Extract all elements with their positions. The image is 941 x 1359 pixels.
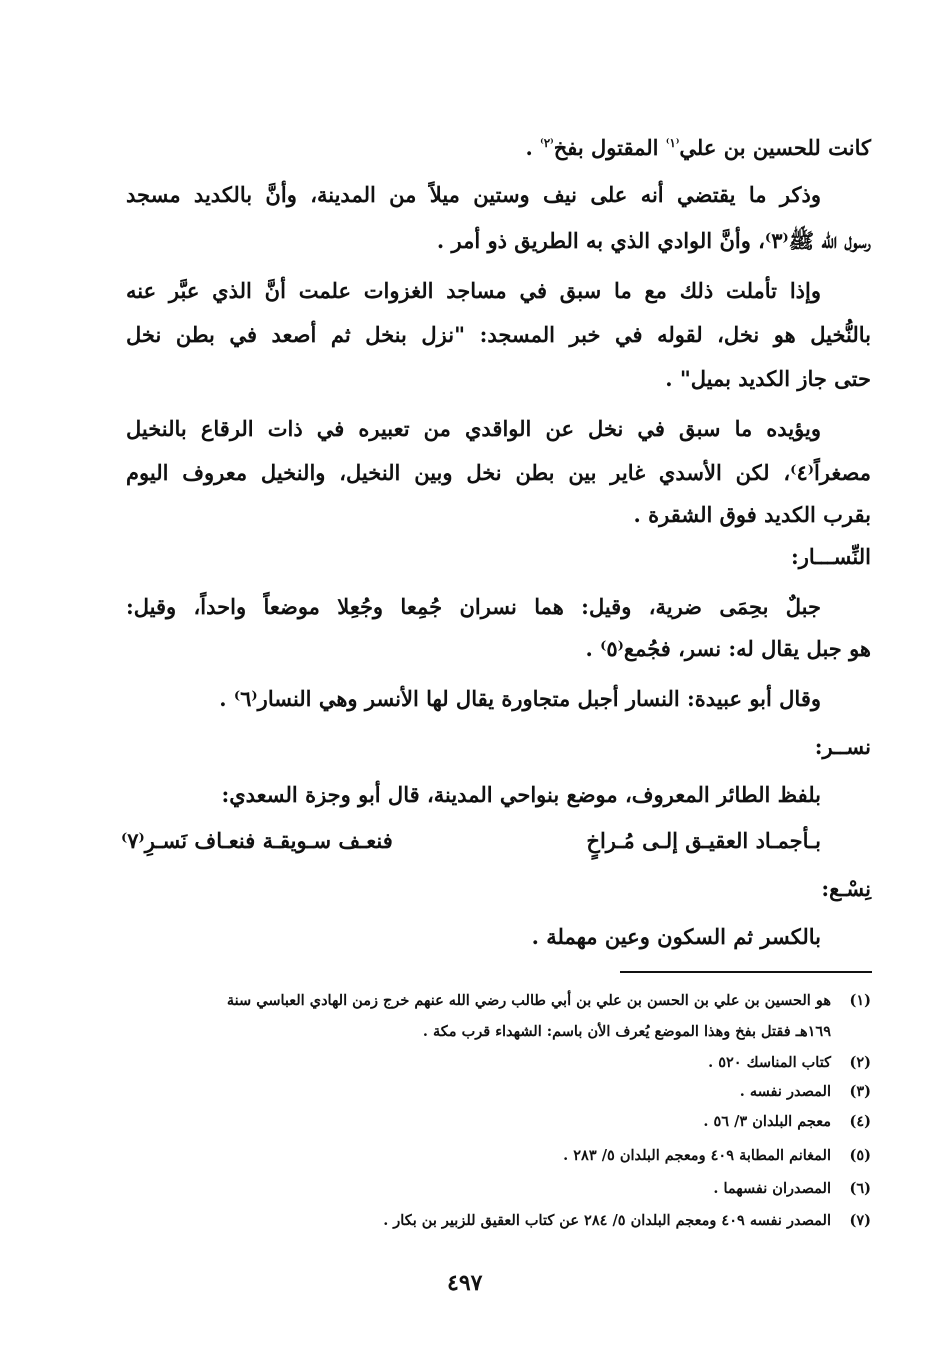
footnote-7 <box>126 1210 871 1231</box>
entry-nasr-line-1: بلفظ الطائر المعروف، موضع بنواحي المدينة، قال أبو وجزة السعدي: <box>221 782 821 807</box>
footnote-number: (٥) <box>849 1147 871 1164</box>
entry-heading-nasr: نســر: <box>814 734 871 759</box>
entry-heading-nis: نِسْـع: <box>821 876 871 901</box>
footnote-2 <box>126 1052 871 1073</box>
footnote-4 <box>126 1111 871 1132</box>
text-span: . <box>525 135 541 160</box>
footnote-text: كتاب المناسك ٥٢٠ . <box>708 1054 831 1071</box>
paragraph-3-line-2: بالنُّخيل هو نخل، لقوله في خبر المسجد: "نزل بنخل ثم أصعد في بطن نخل <box>126 322 871 347</box>
footnote-divider <box>620 971 872 973</box>
paragraph-2-line-2: رسول الله ﷺ⁽٣⁾، وأنَّ الوادي الذي به الطريق ذو أمر . <box>436 228 871 253</box>
footnote-number: (١) <box>849 992 871 1009</box>
poem-verse <box>121 826 821 856</box>
footnote-text: المصدر نفسه . <box>739 1083 831 1100</box>
footnote-text: المغانم المطابة ٤٠٩ ومعجم البلدان ٥/ ٢٨٣ . <box>563 1147 831 1164</box>
poem-second-hemistich: فنعـف سـويقـة فنعـاف نَسـرِ⁽٧⁾ <box>121 828 393 853</box>
footnote-1 <box>126 990 871 1011</box>
paragraph-2-line-1: وذكر ما يقتضي أنه على نيف وستين ميلاً من المدينة، وأنَّ بالكديد مسجد <box>126 182 821 207</box>
paragraph-4-line-2: مصغراً⁽٤⁾، لكن الأسدي غاير بين بطن نخل وبين النخيل، والنخيل معروف اليوم <box>126 460 871 485</box>
footnote-number: (٢) <box>849 1054 871 1071</box>
footnote-number: (٧) <box>849 1212 871 1229</box>
text-span: المقتول بفخ <box>553 135 666 160</box>
poem-first-hemistich: بـأجمـاد العقيـق إلـى مُـراخٍ <box>586 828 821 853</box>
entry-nis-line-1: بالكسر ثم السكون وعين مهملة . <box>531 924 821 949</box>
footnote-ref-1[interactable]: ⁽١⁾ <box>665 136 680 150</box>
footnote-6 <box>126 1178 871 1199</box>
entry-nisar-line-1: جبلٌ بحِمَى ضرية، وقيل: هما نسران جُمِعا وجُعِلا موضعاً واحداً، وقيل: <box>126 594 821 619</box>
footnote-1-continued: ١٦٩هـ فقتل بفخ وهذا الموضع يُعرف الأن باسم: الشهداء قرب مكة . <box>422 1023 831 1040</box>
text-span: كانت للحسين بن علي <box>679 135 871 160</box>
entry-nisar-line-2: هو جبل يقال له: نسر، فجُمع⁽٥⁾ . <box>585 636 871 661</box>
paragraph-3-line-1: وإذا تأملت ذلك مع ما سبق في مساجد الغزوات علمت أنَّ الذي عبَّر عنه <box>126 278 821 303</box>
footnote-text: المصدران نفسهما . <box>713 1180 831 1197</box>
footnote-5 <box>126 1145 871 1166</box>
footnote-3 <box>126 1081 871 1102</box>
footnote-text: معجم البلدان ٣/ ٥٦ . <box>703 1113 831 1130</box>
paragraph-3-line-3: حتى جاز الكديد بميل" . <box>665 366 871 391</box>
footnote-text: هو الحسين بن علي بن الحسن بن علي بن أبي طالب رضي الله عنهم خرج زمن الهادي العباسي سنة <box>226 992 831 1009</box>
paragraph-4-line-3: بقرب الكديد فوق الشقرة . <box>633 502 871 527</box>
footnote-number: (٤) <box>849 1113 871 1130</box>
paragraph-1-line-1 <box>126 128 871 163</box>
footnote-ref-2[interactable]: ⁽٢⁾ <box>540 136 554 150</box>
paragraph-4-line-1: ويؤيده ما سبق في نخل عن الواقدي من تعبيره في ذات الرقاع بالنخيل <box>126 416 821 441</box>
footnote-number: (٣) <box>849 1083 871 1100</box>
entry-heading-nisar: النِّســـار: <box>790 544 871 569</box>
footnote-text: المصدر نفسه ٤٠٩ ومعجم البلدان ٥/ ٢٨٤ عن كتاب العقيق للزبير بن بكار . <box>383 1212 831 1229</box>
entry-nisar-line-3: وقال أبو عبيدة: النسار أجبل متجاورة يقال لها الأنسر وهي النسار⁽٦⁾ . <box>219 686 821 711</box>
footnote-number: (٦) <box>849 1180 871 1197</box>
page-number: ٤٩٧ <box>447 1270 483 1296</box>
